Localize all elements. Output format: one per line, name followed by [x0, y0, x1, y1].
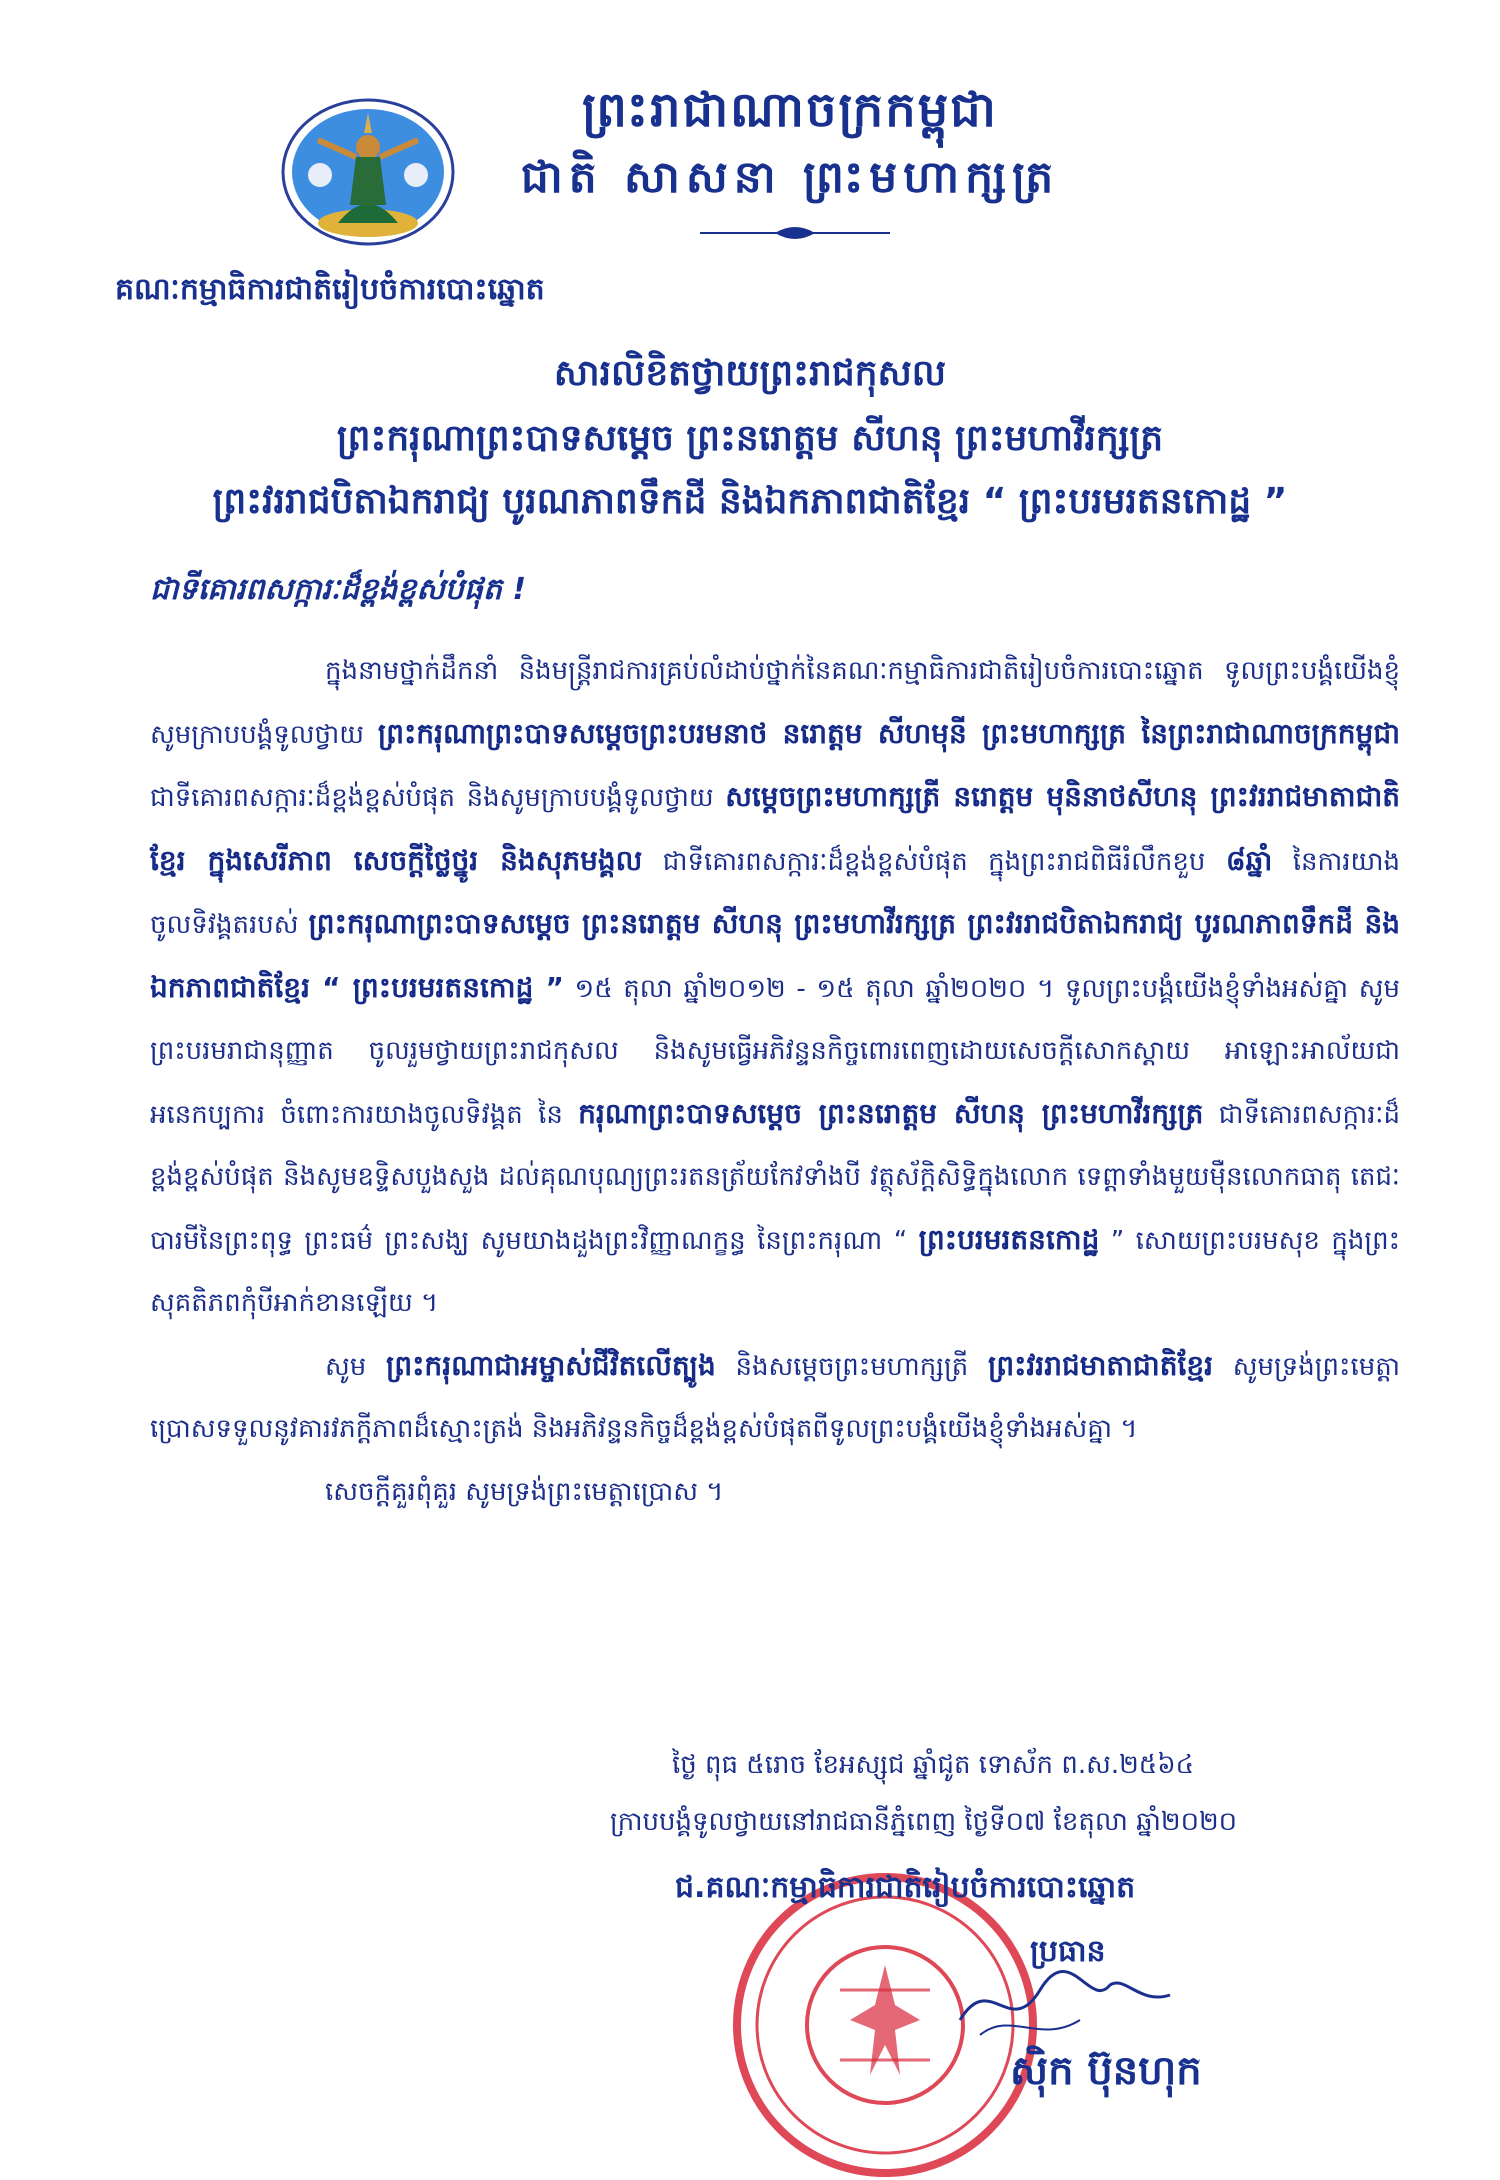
body-emphasis: ព្រះករុណាព្រះបាទសម្តេចព្រះបរមនាថ នរោត្តម សីហមុនី ព្រះមហាក្សត្រ នៃព្រះរាជាណាចក្រកម្ពុជា [377, 716, 1400, 750]
body-segment: ជាទីគោរពសក្ការៈដ៏ខ្ពង់ខ្ពស់បំផុត និងសូមឧទ្ទិសបួងសួង ដល់គុណបុណ្យព្រះរតនត្រ័យកែវទាំងបី វត្ថុស័ក្តិសិទ្ធិក្នុងលោក ទេព្តាទាំងមួយម៉ឺនលោកធាតុ តេជៈបារមីនៃព្រះពុទ្ធ ព្រះធម៌ ព្រះសង្ឃ សូមយាងដួងព្រះវិញ្ញាណក្ខន្ធ នៃព្រះករុណា “ [150, 1099, 1400, 1256]
signer-organization: ជ.គណៈកម្មាធិការជាតិរៀបចំការបោះឆ្នោត [675, 1870, 1136, 1905]
ornament-divider [700, 225, 890, 241]
body-segment: សូមទ្រង់ព្រះមេត្តាប្រោសទទួលនូវគារវភក្តីភាពដ៏ស្មោះត្រង់ និងអភិវន្ទនកិច្ចដ៏ខ្ពង់ខ្ពស់បំផុតពីទូលព្រះបង្គំយើងខ្ញុំទាំងអស់គ្នា ។ [150, 1351, 1400, 1444]
letter-body [150, 640, 1400, 1523]
body-segment: ” សោយព្រះបរមសុខ ក្នុងព្រះសុគតិភពកុំបីអាក់ខានឡើយ ។ [150, 1225, 1400, 1318]
kingdom-title: ព្រះរាជាណាចក្រកម្ពុជា [582, 82, 998, 138]
national-motto: ជាតិ សាសនា ព្រះមហាក្សត្រ [520, 152, 1060, 203]
signer-title: ប្រធាន [1030, 1934, 1106, 1969]
signer-name: ស៊ិក ប៊ុនហុក [1010, 2048, 1202, 2094]
salutation: ជាទីគោរពសក្ការៈដ៏ខ្ពង់ខ្ពស់បំផុត ! [150, 572, 527, 607]
letter-title-line-3: ព្រះវររាជបិតាឯករាជ្យ បូរណភាពទឹកដី និងឯកភាពជាតិខ្មែរ “ ព្រះបរមរតនកោដ្ឋ ” [212, 481, 1288, 522]
body-emphasis: ព្រះវររាជមាតាជាតិខ្មែរ [988, 1348, 1214, 1382]
body-segment: ជាទីគោរពសក្ការៈដ៏ខ្ពង់ខ្ពស់បំផុត ក្នុងព្រះរាជពិធីរំលឹកខួប [642, 846, 1226, 877]
body-emphasis: សម្តេចព្រះមហាក្សត្រី នរោត្តម មុនិនាថសីហនុ ព្រះវររាជមាតាជាតិខ្មែរ ក្នុងសេរីភាព សេចក្តីថ្លៃថ្នូរ និងសុភមង្គល [150, 780, 1400, 877]
committee-name: គណៈកម្មាធិការជាតិរៀបចំការបោះឆ្នោត [115, 272, 545, 307]
body-paragraph-1 [150, 640, 1400, 1335]
body-emphasis: ព្រះករុណាជាអម្ចាស់ជីវិតលើត្បូង [386, 1348, 716, 1382]
body-paragraph-3: សេចក្តីគួរពុំគួរ សូមទ្រង់ព្រះមេត្តាប្រោស ។ [325, 1476, 724, 1507]
body-segment: ក្នុងនាមថ្នាក់ដឹកនាំ និងមន្ត្រីរាជការគ្រប់លំដាប់ថ្នាក់នៃគណៈកម្មាធិការជាតិរៀបចំការបោះឆ្នោត ទូលព្រះបង្គំយើងខ្ញុំ សូមក្រាបបង្គំទូលថ្វាយ [150, 656, 1400, 750]
body-segment: ១៥ តុលា ឆ្នាំ២០១២ - ១៥ តុលា ឆ្នាំ២០២០ ។ ទូលព្រះបង្គំយើងខ្ញុំទាំងអស់គ្នា សូមព្រះបរមរាជានុញ្ញាត ចូលរួមថ្វាយព្រះរាជកុសល និងសូមធ្វើអភិវន្ទនកិច្ចពោរពេញដោយសេចក្តីសោកស្តាយ អាឡោះអាល័យជាអនេកប្បការ ចំពោះការយាងចូលទិវង្គត នៃ [150, 973, 1400, 1130]
letter-title-line-2: ព្រះករុណាព្រះបាទសម្តេច ព្រះនរោត្តម សីហនុ ព្រះមហាវីរក្សត្រ [336, 418, 1164, 459]
body-segment: ជាទីគោរពសក្ការៈដ៏ខ្ពង់ខ្ពស់បំផុត និងសូមក្រាបបង្គំទូលថ្វាយ [150, 783, 726, 813]
letter-title-line-1: សារលិខិតថ្វាយព្រះរាជកុសល [553, 353, 947, 394]
body-segment: សូម [325, 1351, 387, 1382]
handwritten-signature [950, 1950, 1180, 2050]
nec-emblem-logo [278, 95, 458, 250]
body-paragraph-2 [150, 1335, 1400, 1461]
solar-date: ក្រាបបង្គំទូលថ្វាយនៅរាជធានីភ្នំពេញ ថ្ងៃទី០៧ ខែតុលា ឆ្នាំ២០២០ [610, 1807, 1238, 1837]
body-emphasis: ព្រះបរមរតនកោដ្ឋ [918, 1222, 1100, 1256]
body-emphasis: ករុណាព្រះបាទសម្តេច ព្រះនរោត្តម សីហនុ ព្រះមហាវីរក្សត្រ [578, 1096, 1204, 1130]
body-segment: នៃការយាងចូលទិវង្គតរបស់ [150, 846, 1400, 940]
lunar-date: ថ្ងៃ ពុធ ៥រោច ខែអស្សុជ ឆ្នាំជូត ទោស័ក ព.ស.២៥៦៤ [672, 1750, 1195, 1780]
body-emphasis: ព្រះករុណាព្រះបាទសម្តេច ព្រះនរោត្តម សីហនុ ព្រះមហាវីរក្សត្រ ព្រះវររាជបិតាឯករាជ្យ បូរណភាពទឹកដី និងឯកភាពជាតិខ្មែរ “ ព្រះបរមរតនកោដ្ឋ ” [150, 907, 1400, 1004]
body-segment: និងសម្តេចព្រះមហាក្សត្រី [715, 1351, 988, 1382]
body-emphasis: ៨ឆ្នាំ [1225, 843, 1273, 877]
